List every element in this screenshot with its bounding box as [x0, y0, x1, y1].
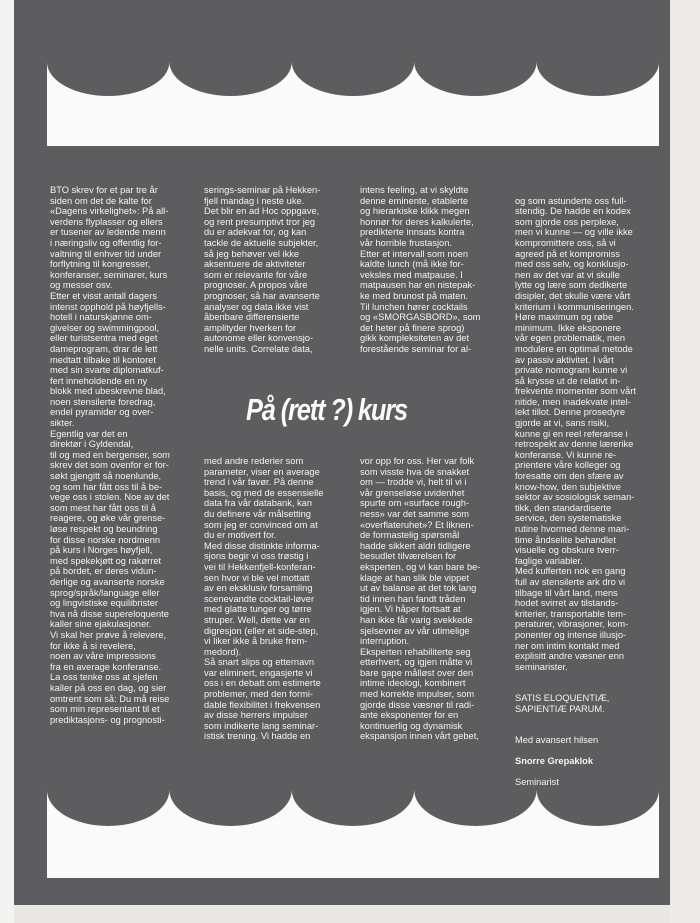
article-column-3-top: intens feeling, at vi skyldte denne eminente, etablerte og hierarkiske klikk megen honnør for deres kalkulerte, predikterte innsats kontra vår horrible frustasjon. Etter et intervall som noen kaldte lunch (må ikke for- veksles med matpause. I matpausen har en nistepak- ke med brunost på maten. Til lunchen hører cocktails og «SMORGASBORD», som det heter på finere sprog) gikk kompleksiteten av det forestående seminar for al- [360, 185, 481, 354]
closing-motto: SATIS ELOQUENTIÆ, SAPIENTIÆ PARUM. [515, 692, 610, 714]
bottom-scalloped-border [47, 790, 659, 878]
signature-title: Seminarist [515, 777, 559, 788]
column-4-body: og som astunderte oss full- stendig. De hadde en kodex som gjorde oss perplexe, men vi kunne — og ville ikke kompromittere oss, så vi agreed på et kompromiss med oss selv, og konklusjo- nen av det var at vi skulle lytte og lære som dedikerte disipler, det skulle være vårt kriterium i kommuniseringen. Høre maximum og røbe minimum. Ikke eksponere vår egen problematik, men modulere en optimal metode av passiv aktivitet. I vårt private nomogram kunne vi så krysse ut de relativt in- frekvente momenter som vårt nitide, men inadekvate intel- lekt tillot. Denne prosedyre gjorde at vi, sans risiki, kunne gi en reel referanse i retrospekt av denne lærerike konferanse. Vi kunne re- prientere våre kolleger og foresatte om den sfære av know-how, den subjektive sektor av sosiologisk seman- tikk, den standardiserte service, den systematiske rutine hvormed denne mari- time åndselite behandlet visuelle og obskure tverr- faglige variabler. Med kufferten nok en gang full av stensilerte ark dro vi tilbage til vårt land, mens hodet svirret av tilstands- kriterier, transportable tem- peraturer, vibrasjoner, kom- ponenter og intense illusjo- ner om intim kontakt med explisitt andre væsner enn seminarister. [515, 195, 636, 672]
signoff: Med avansert hilsen [515, 734, 599, 745]
article-column-1-top: BTO skrev for et par tre år siden om det de kalte for «Dagens virkelighet»: På all- verdens flyplasser og ellers er tusener av ledende menn i næringsliv og offentlig for- valtning til enhver tid under forflytning til kongresser, konferanser, seminarer, kurs og messer osv. Etter et visst antall dagers intenst opphold på høyfjells- hotell i naturskjønne om- givelser og swimmingpool, eller turistsentra med eget dameprogram, drar de lett medtatt tilbake til kontoret med sin svarte diplomatkuf- fert inneholdende en ny blokk med ubeskrevne blad, noen stensilerte foredrag, endel pyramider og over- sikter. Egentlig var det en direktør i Gyldendal, til og med en bergenser, som skrev det som ovenfor er for- søkt gjengitt så noenlunde, og som har fått oss til å be- vege oss i stolen. Noe av det som mest har fått oss til å reagere, og øke vår grense- løse respekt og beundring for disse norske nordmenn på kurs i Norges høyfjell, med spekekjøtt og rakørret på bordet, er deres vidun- derlige og avanserte norske sprog/språk/language eller og lingvistiske equilibrister hva nå disse supereloquente kaller sine ejakulasjoner. Vi skal her prøve å relevere, for ikke å si revelere, noen av våre impressions fra en average konferanse. La oss tenke oss at sjefen kaller på oss en dag, og sier omtrent som så: Du må reise som min representant til et prediktasjons- og prognosti- [50, 185, 170, 725]
adjacent-page-edge [670, 0, 700, 923]
top-scalloped-border [47, 62, 659, 146]
signature-name: Snorre Grepaklok [515, 755, 594, 766]
article-column-4 [515, 185, 667, 798]
article-column-2-bottom: med andre rederier som parameter, viser en average trend i vår favør. På denne basis, og med de essensielle data fra vår databank, kan du definere vår målsetting som jeg er convinced om at du er motivert for. Med disse distinkte informa- sjons begir vi oss trøstig i vei til Hekkenfjell-konferan- sen hvor vi ble vel mottatt av en eksklusiv forsamling scenevandte cocktail-løver med glatte tunger og tørre struper. Well, dette var en digresjon (eller et side-step, vi liker ikke å bruke frem- medord). Så snart slips og etternavn var eliminert, engasjerte vi oss i en debatt om estimerte problemer, med den formi- dable flexibilitet i frekvensen av disse herrers impulser som indikerte lang seminar- istisk trening. Vi hadde en [204, 456, 324, 742]
page-bottom-edge [14, 905, 670, 923]
article-title: På (rett ?) kurs [246, 392, 408, 427]
article-column-2-top: serings-seminar på Hekken- fjell mandag i neste uke. Det blir en ad Hoc oppgave, og rent presumptivt tror jeg du er adekvat for, og kan tackle de aktuelle subjekter, så jeg behøver vel ikke aksentuere de aktiviteter som er relevante for våre prognoser. A propos våre prognoser, så har avanserte analyser og data ikke vist åbenbare differensierte amplityder hverken for autonome eller konvensjo- nelle units. Correlate data, [204, 185, 321, 354]
article-column-3-bottom: vor opp for oss. Her var folk som visste hva de snakket om — trodde vi, helt til vi i vår grenseløse uvidenhet spurte om «surface rough- ness» var det samme som «overflateruhet»? Et liknen- de formastelig spørsmål hadde sikkert aldri tidligere besudlet tilværelsen for eksperten, og vi kan bare be- klage at han slik ble vippet ut av balanse at det tok lang tid innen han fandt tråden igjen. Vi håper fortsatt at han ikke får varig svekkede sjelsevner av vår utimelige interruption. Eksperten rehabiliterte seg etterhvert, og igjen måtte vi bare gape målløst over den intime ideologi, kombinert med korrekte impulser, som gjorde disse væsner til radi- ante eksponenter for en kontinuerlig og dynamisk ekspansjon innen vårt gebet, [360, 456, 481, 742]
